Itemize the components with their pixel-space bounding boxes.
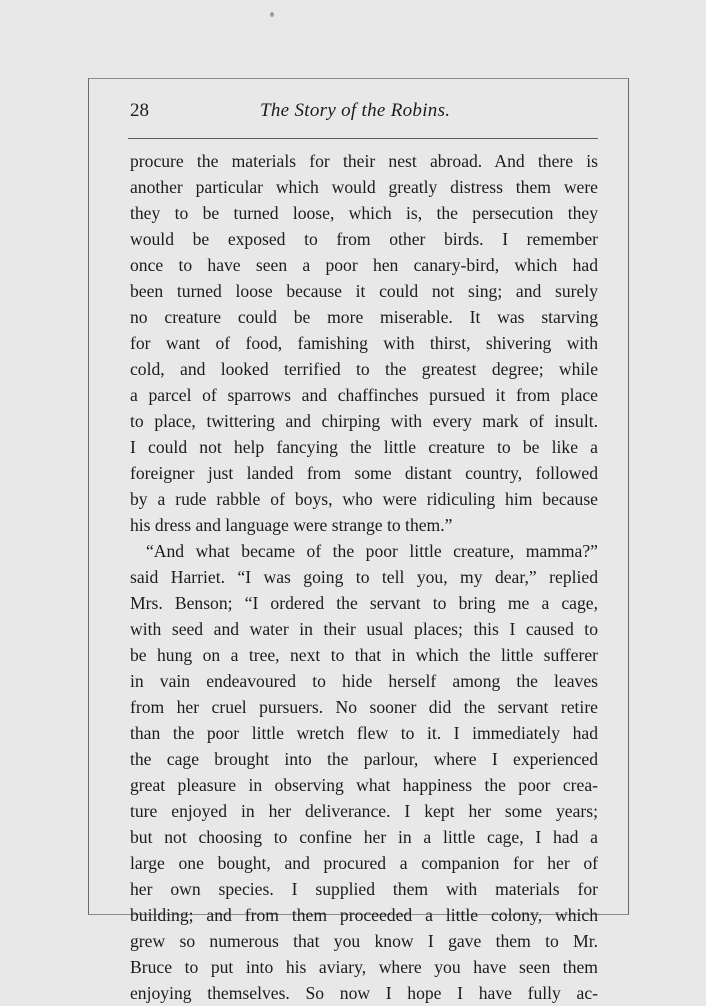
text-line: been turned loose because it could not sing; and surely (130, 281, 598, 301)
text-line: ture enjoyed in her deliverance. I kept her some years; (130, 801, 598, 821)
text-line: another particular which would greatly distress them were (130, 177, 598, 197)
text-line: Bruce to put into his aviary, where you have seen them (130, 957, 598, 977)
text-line: but not choosing to confine her in a little cage, I had a (130, 827, 598, 847)
text-line: in vain endeavoured to hide herself among the leaves (130, 671, 598, 691)
running-head (130, 98, 598, 130)
body-text (130, 148, 598, 1006)
text-line: large one bought, and procured a companion for her of (130, 853, 598, 873)
text-line: with seed and water in their usual places; this I caused to (130, 619, 598, 639)
text-line: grew so numerous that you know I gave them to Mr. (130, 931, 598, 951)
text-line: by a rude rabble of boys, who were ridiculing him because (130, 489, 598, 509)
text-line: the cage brought into the parlour, where I experienced (130, 749, 598, 769)
text-line: his dress and language were strange to them.” (130, 515, 453, 535)
text-line: I could not help fancying the little creature to be like a (130, 437, 598, 457)
paper-speck (270, 12, 274, 17)
text-line: to place, twittering and chirping with every mark of insult. (130, 411, 598, 431)
text-line: would be exposed to from other birds. I remember (130, 229, 598, 249)
text-line: for want of food, famishing with thirst, shivering with (130, 333, 598, 353)
text-line: Mrs. Benson; “I ordered the servant to bring me a cage, (130, 593, 598, 613)
text-line: said Harriet. “I was going to tell you, my dear,” replied (130, 567, 598, 587)
header-rule (128, 138, 598, 139)
text-line: procure the materials for their nest abroad. And there is (130, 151, 598, 171)
text-line: enjoying themselves. So now I hope I have fully ac- (130, 983, 598, 1003)
text-line: they to be turned loose, which is, the persecution they (130, 203, 598, 223)
text-line: her own species. I supplied them with materials for (130, 879, 598, 899)
text-line: a parcel of sparrows and chaffinches pursued it from place (130, 385, 598, 405)
page-title: The Story of the Robins. (260, 100, 451, 121)
text-line: from her cruel pursuers. No sooner did the servant retire (130, 697, 598, 717)
text-line: foreigner just landed from some distant country, followed (130, 463, 598, 483)
text-line: great pleasure in observing what happiness the poor crea- (130, 775, 598, 795)
text-line: than the poor little wretch flew to it. I immediately had (130, 723, 598, 743)
text-line: no creature could be more miserable. It was starving (130, 307, 598, 327)
text-line: be hung on a tree, next to that in which the little sufferer (130, 645, 598, 665)
text-line: building; and from them proceeded a little colony, which (130, 905, 598, 925)
page-number: 28 (130, 100, 149, 121)
text-line: once to have seen a poor hen canary-bird, which had (130, 255, 598, 275)
text-line: “And what became of the poor little creature, mamma?” (146, 541, 598, 561)
text-line: cold, and looked terrified to the greatest degree; while (130, 359, 598, 379)
